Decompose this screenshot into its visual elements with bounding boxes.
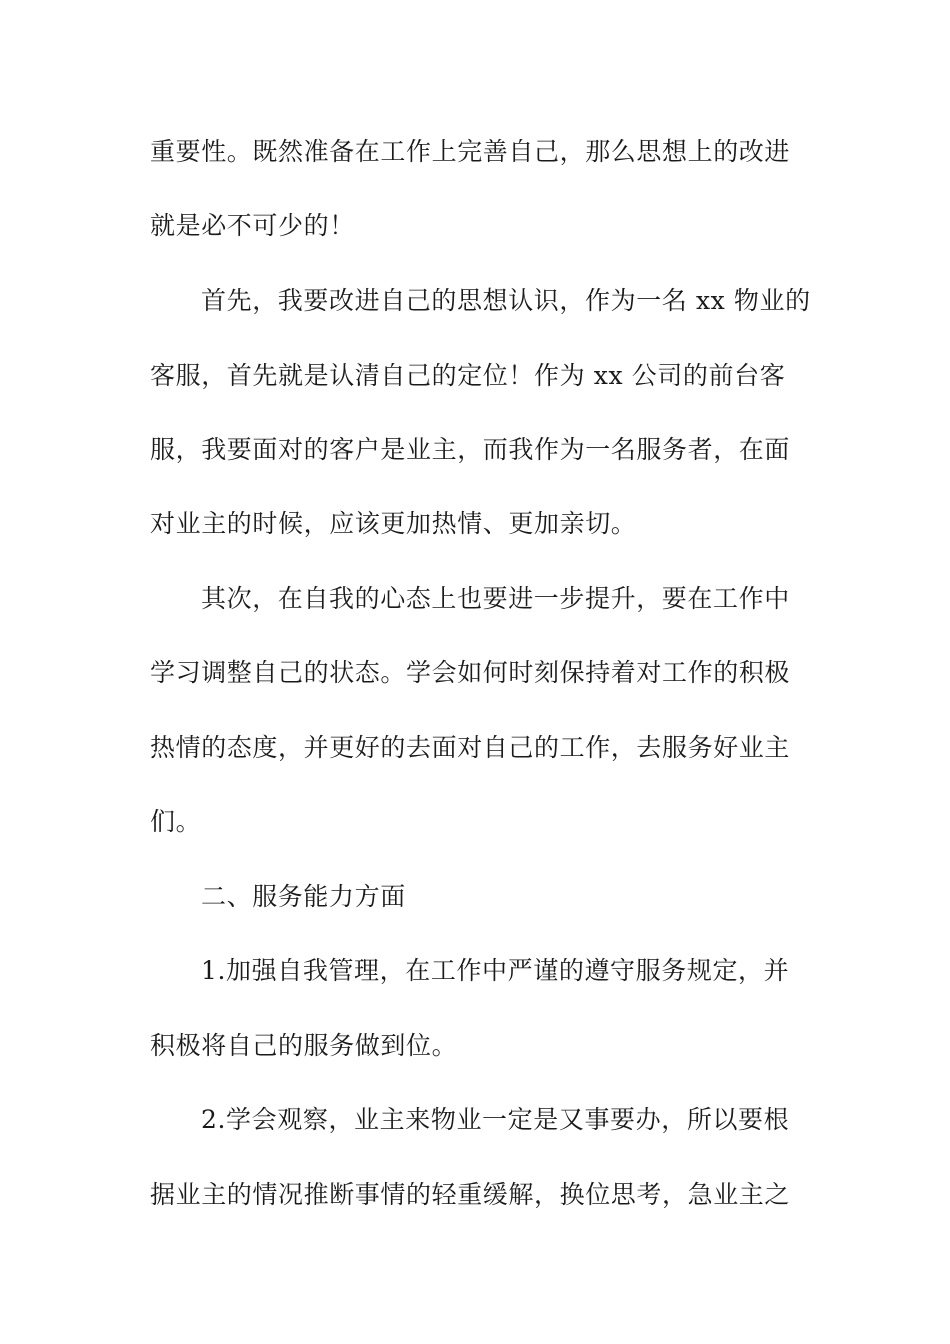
text-line: 对业主的时候，应该更加热情、更加亲切。 bbox=[150, 509, 637, 538]
paragraph-start: 1.加强自我管理，在工作中严谨的遵守服务规定，并 bbox=[201, 956, 790, 985]
section-heading: 二、服务能力方面 bbox=[201, 882, 406, 911]
text-line: 学习调整自己的状态。学会如何时刻保持着对工作的积极 bbox=[150, 658, 791, 687]
text-line: 客服，首先就是认清自己的定位！作为 xx 公司的前台客 bbox=[150, 361, 786, 390]
paragraph-start: 首先，我要改进自己的思想认识，作为一名 xx 物业的 bbox=[201, 286, 811, 315]
text-line: 就是必不可少的！ bbox=[150, 211, 355, 240]
paragraph-start: 其次，在自我的心态上也要进一步提升，要在工作中 bbox=[201, 584, 790, 613]
text-line: 据业主的情况推断事情的轻重缓解，换位思考，急业主之 bbox=[150, 1180, 791, 1209]
text-line: 服，我要面对的客户是业主，而我作为一名服务者，在面 bbox=[150, 435, 791, 464]
text-line: 重要性。既然准备在工作上完善自己，那么思想上的改进 bbox=[150, 137, 791, 166]
text-line: 积极将自己的服务做到位。 bbox=[150, 1031, 458, 1060]
paragraph-start: 2.学会观察，业主来物业一定是又事要办，所以要根 bbox=[201, 1105, 790, 1134]
text-line: 热情的态度，并更好的去面对自己的工作，去服务好业主 bbox=[150, 733, 791, 762]
text-line: 们。 bbox=[150, 807, 202, 836]
